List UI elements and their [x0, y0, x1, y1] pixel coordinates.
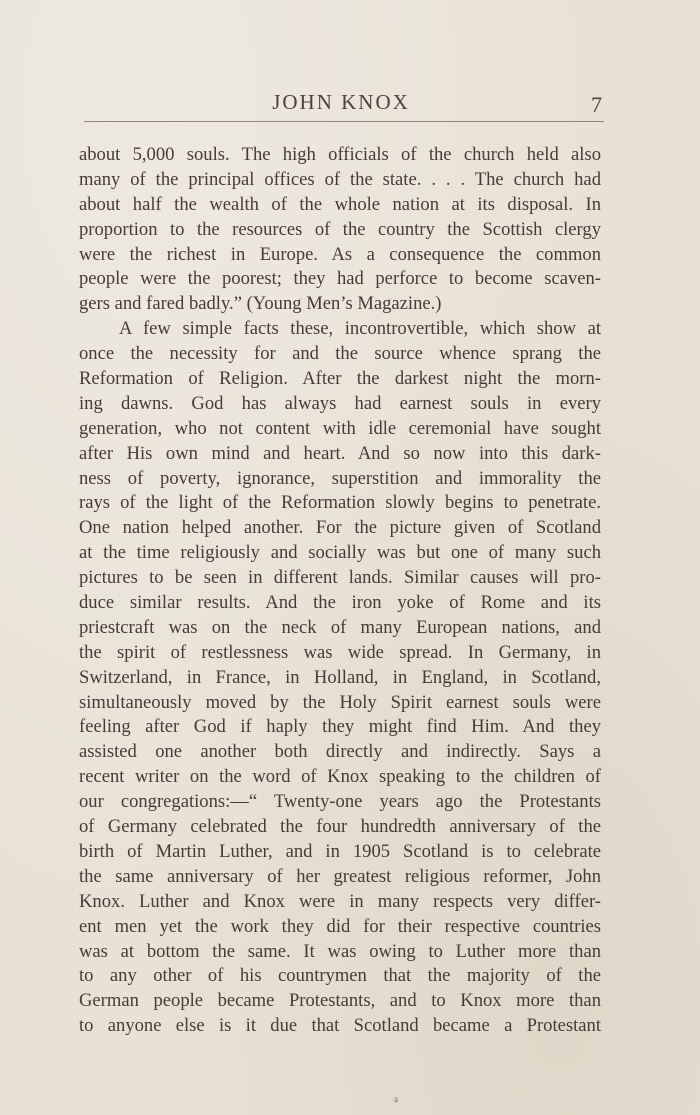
text-line: proportion to the resources of the country the Scottish clergy: [79, 218, 601, 240]
body-text: [79, 143, 601, 1039]
text-line: to anyone else is it due that Scotland became a Protestant: [79, 1015, 601, 1037]
text-line: many of the principal offices of the state. . . . The church had: [79, 168, 601, 190]
text-line: feeling after God if haply they might find Him. And they: [79, 716, 601, 738]
text-line: priestcraft was on the neck of many European nations, and: [79, 616, 601, 638]
text-line: about 5,000 souls. The high officials of the church held also: [79, 144, 601, 165]
text-line: to any other of his countrymen that the majority of the: [79, 965, 601, 987]
text-line: recent writer on the word of Knox speaking to the children of: [79, 766, 601, 788]
text-line: gers and fared badly.” (Young Men’s Magazine.): [79, 293, 442, 315]
text-line: once the necessity for and the source whence sprang the: [79, 343, 601, 365]
text-line: ent men yet the work they did for their respective countries: [79, 915, 601, 937]
text-line: Knox. Luther and Knox were in many respects very differ-: [79, 890, 601, 912]
header-rule: [84, 121, 604, 122]
text-line: One nation helped another. For the picture given of Scotland: [79, 517, 601, 539]
text-line: the spirit of restlessness was wide spread. In Germany, in: [79, 641, 601, 663]
running-head: [78, 90, 604, 120]
text-line: of Germany celebrated the four hundredth anniversary of the: [79, 816, 601, 838]
text-line: generation, who not content with idle ceremonial have sought: [79, 417, 601, 439]
text-line: at the time religiously and socially was but one of many such: [79, 542, 601, 564]
text-line: rays of the light of the Reformation slowly begins to penetrate.: [79, 492, 601, 514]
text-line: Reformation of Religion. After the darkest night the morn-: [79, 368, 601, 390]
text-line: people were the poorest; they had perforce to become scaven-: [79, 268, 601, 290]
text-line: assisted one another both directly and indirectly. Says a: [79, 741, 601, 763]
text-line: ness of poverty, ignorance, superstition and immorality the: [79, 467, 601, 489]
text-line: pictures to be seen in different lands. Similar causes will pro-: [79, 567, 601, 589]
text-line: simultaneously moved by the Holy Spirit earnest souls were: [79, 691, 601, 713]
paragraph-start-line: A few simple facts these, incontrovertible, which show at: [119, 318, 601, 340]
text-line: about half the wealth of the whole nation at its disposal. In: [79, 193, 601, 215]
signature-mark: a: [394, 1094, 398, 1104]
text-line: was at bottom the same. It was owing to Luther more than: [79, 940, 601, 962]
text-line: Switzerland, in France, in Holland, in England, in Scotland,: [79, 666, 601, 688]
text-line: after His own mind and heart. And so now into this dark-: [79, 442, 601, 464]
text-line: birth of Martin Luther, and in 1905 Scotland is to celebrate: [79, 840, 601, 862]
text-line: German people became Protestants, and to Knox more than: [79, 990, 601, 1012]
page-number: 7: [591, 92, 602, 117]
text-line: our congregations:—“ Twenty-one years ago the Protestants: [79, 791, 601, 813]
text-line: ing dawns. God has always had earnest souls in every: [79, 392, 601, 414]
text-line: duce similar results. And the iron yoke of Rome and its: [79, 592, 601, 614]
text-line: the same anniversary of her greatest religious reformer, John: [79, 865, 601, 887]
text-line: were the richest in Europe. As a consequence the common: [79, 243, 601, 265]
running-title: JOHN KNOX: [272, 90, 410, 114]
